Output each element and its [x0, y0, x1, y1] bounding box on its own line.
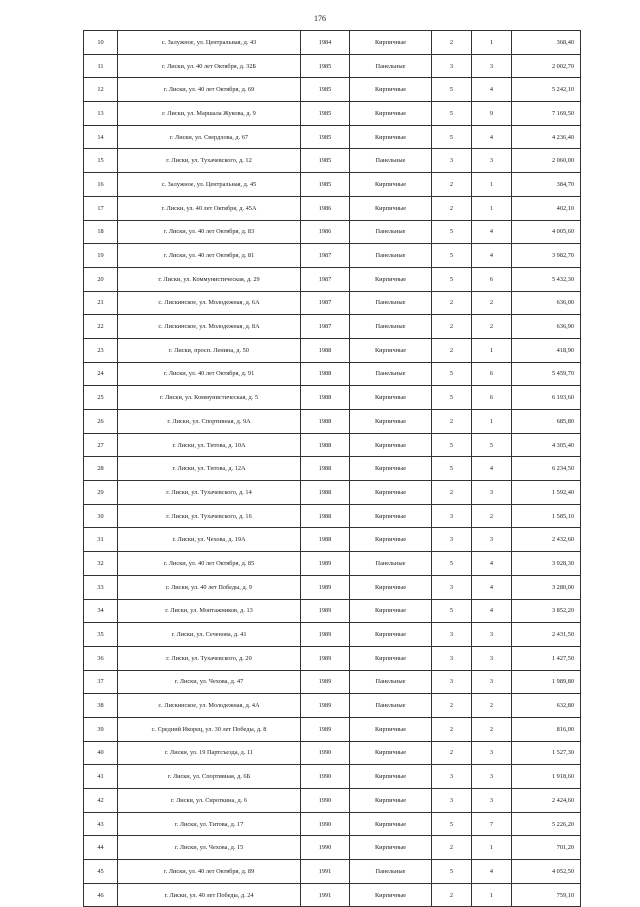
row-number-cell: 22 — [84, 315, 118, 339]
address-cell: с. Лискинское, ул. Молодежная, д. 4А — [118, 694, 301, 718]
entrances-cell: 4 — [472, 244, 512, 268]
entrances-cell: 3 — [472, 54, 512, 78]
address-cell: г. Лиски, ул. 40 лет Октября, д. 81 — [118, 244, 301, 268]
area-cell: 5 242,10 — [512, 78, 581, 102]
area-cell: 685,80 — [512, 410, 581, 434]
floors-cell: 5 — [432, 102, 472, 126]
floors-cell: 2 — [432, 481, 472, 505]
address-cell: г. Лиски, ул. Чехова, д. 15 — [118, 836, 301, 860]
floors-cell: 5 — [432, 220, 472, 244]
area-cell: 3 928,30 — [512, 552, 581, 576]
address-cell: г. Лиски, ул. Тухачевского, д. 16 — [118, 504, 301, 528]
floors-cell: 5 — [432, 78, 472, 102]
floors-cell: 3 — [432, 670, 472, 694]
floors-cell: 2 — [432, 836, 472, 860]
address-cell: с. Залужное, ул. Центральная, д. 45 — [118, 173, 301, 197]
year-built-cell: 1986 — [301, 196, 350, 220]
year-built-cell: 1990 — [301, 836, 350, 860]
area-cell: 636,90 — [512, 315, 581, 339]
entrances-cell: 2 — [472, 504, 512, 528]
year-built-cell: 1988 — [301, 528, 350, 552]
row-number-cell: 15 — [84, 149, 118, 173]
area-cell: 2 431,50 — [512, 623, 581, 647]
wall-material-cell: Кирпичные — [350, 717, 432, 741]
year-built-cell: 1985 — [301, 173, 350, 197]
area-cell: 418,90 — [512, 338, 581, 362]
entrances-cell: 4 — [472, 575, 512, 599]
floors-cell: 2 — [432, 338, 472, 362]
row-number-cell: 35 — [84, 623, 118, 647]
wall-material-cell: Кирпичные — [350, 575, 432, 599]
address-cell: с. Лискинское, ул. Молодежная, д. 6А — [118, 291, 301, 315]
entrances-cell: 3 — [472, 528, 512, 552]
year-built-cell: 1988 — [301, 504, 350, 528]
row-number-cell: 13 — [84, 102, 118, 126]
wall-material-cell: Кирпичные — [350, 623, 432, 647]
year-built-cell: 1988 — [301, 410, 350, 434]
address-cell: г. Лиски, ул. 40 лет Победы, д. 24 — [118, 883, 301, 907]
entrances-cell: 4 — [472, 552, 512, 576]
wall-material-cell: Панельные — [350, 315, 432, 339]
year-built-cell: 1989 — [301, 646, 350, 670]
floors-cell: 5 — [432, 125, 472, 149]
entrances-cell: 3 — [472, 670, 512, 694]
area-cell: 5 432,30 — [512, 267, 581, 291]
address-cell: г. Лиски, ул. Сеченова, д. 41 — [118, 623, 301, 647]
table-row — [84, 504, 581, 528]
row-number-cell: 46 — [84, 883, 118, 907]
wall-material-cell: Панельные — [350, 291, 432, 315]
address-cell: г. Лиски, ул. Титова, д. 12А — [118, 457, 301, 481]
row-number-cell: 33 — [84, 575, 118, 599]
table-row — [84, 883, 581, 907]
entrances-cell: 4 — [472, 860, 512, 884]
floors-cell: 3 — [432, 623, 472, 647]
wall-material-cell: Кирпичные — [350, 481, 432, 505]
year-built-cell: 1989 — [301, 599, 350, 623]
row-number-cell: 31 — [84, 528, 118, 552]
address-cell: г. Лиски, ул. 40 лет Октября, д. 69 — [118, 78, 301, 102]
row-number-cell: 29 — [84, 481, 118, 505]
wall-material-cell: Панельные — [350, 552, 432, 576]
table-row — [84, 410, 581, 434]
floors-cell: 5 — [432, 244, 472, 268]
table-row — [84, 173, 581, 197]
row-number-cell: 39 — [84, 717, 118, 741]
address-cell: г. Лиски, ул. Титова, д. 17 — [118, 812, 301, 836]
address-cell: г. Лиски, ул. Чехова, д. 19А — [118, 528, 301, 552]
wall-material-cell: Кирпичные — [350, 457, 432, 481]
area-cell: 3 280,00 — [512, 575, 581, 599]
address-cell: с. Залужное, ул. Центральная, д. 43 — [118, 31, 301, 55]
address-cell: г. Лиски, ул. Тухачевского, д. 12 — [118, 149, 301, 173]
address-cell: г. Лиски, ул. Тухачевского, д. 14 — [118, 481, 301, 505]
table-row — [84, 315, 581, 339]
floors-cell: 5 — [432, 433, 472, 457]
table-row — [84, 646, 581, 670]
entrances-cell: 4 — [472, 457, 512, 481]
area-cell: 701,20 — [512, 836, 581, 860]
address-cell: г. Лиски, ул. 40 лет Октября, д. 32Б — [118, 54, 301, 78]
entrances-cell: 1 — [472, 196, 512, 220]
area-cell: 1 527,30 — [512, 741, 581, 765]
wall-material-cell: Кирпичные — [350, 102, 432, 126]
wall-material-cell: Кирпичные — [350, 883, 432, 907]
entrances-cell: 6 — [472, 386, 512, 410]
address-cell: г. Лиски, ул. 40 лет Октября, д. 45А — [118, 196, 301, 220]
floors-cell: 5 — [432, 267, 472, 291]
year-built-cell: 1988 — [301, 362, 350, 386]
table-body — [84, 31, 581, 907]
address-cell: г. Лиски, ул. 40 лет Октября, д. 89 — [118, 860, 301, 884]
year-built-cell: 1988 — [301, 433, 350, 457]
area-cell: 4 052,50 — [512, 860, 581, 884]
area-cell: 1 592,40 — [512, 481, 581, 505]
area-cell: 2 002,70 — [512, 54, 581, 78]
area-cell: 4 305,40 — [512, 433, 581, 457]
row-number-cell: 32 — [84, 552, 118, 576]
year-built-cell: 1989 — [301, 623, 350, 647]
entrances-cell: 3 — [472, 789, 512, 813]
table-row — [84, 552, 581, 576]
year-built-cell: 1985 — [301, 149, 350, 173]
area-cell: 5 459,70 — [512, 362, 581, 386]
area-cell: 3 982,70 — [512, 244, 581, 268]
row-number-cell: 11 — [84, 54, 118, 78]
wall-material-cell: Панельные — [350, 244, 432, 268]
wall-material-cell: Кирпичные — [350, 338, 432, 362]
address-cell: г. Лиски, ул. Коммунистическая, д. 29 — [118, 267, 301, 291]
entrances-cell: 3 — [472, 646, 512, 670]
floors-cell: 3 — [432, 765, 472, 789]
entrances-cell: 9 — [472, 102, 512, 126]
wall-material-cell: Кирпичные — [350, 31, 432, 55]
area-cell: 3 852,20 — [512, 599, 581, 623]
area-cell: 368,40 — [512, 31, 581, 55]
floors-cell: 2 — [432, 315, 472, 339]
wall-material-cell: Кирпичные — [350, 173, 432, 197]
area-cell: 6 234,50 — [512, 457, 581, 481]
row-number-cell: 24 — [84, 362, 118, 386]
row-number-cell: 17 — [84, 196, 118, 220]
wall-material-cell: Кирпичные — [350, 765, 432, 789]
wall-material-cell: Кирпичные — [350, 836, 432, 860]
row-number-cell: 28 — [84, 457, 118, 481]
wall-material-cell: Кирпичные — [350, 789, 432, 813]
area-cell: 6 193,60 — [512, 386, 581, 410]
floors-cell: 3 — [432, 528, 472, 552]
wall-material-cell: Кирпичные — [350, 125, 432, 149]
address-cell: г. Лиски, ул. Чехова, д. 47 — [118, 670, 301, 694]
wall-material-cell: Кирпичные — [350, 78, 432, 102]
floors-cell: 2 — [432, 741, 472, 765]
area-cell: 1 918,60 — [512, 765, 581, 789]
table-row — [84, 362, 581, 386]
year-built-cell: 1989 — [301, 670, 350, 694]
address-cell: г. Лиски, ул. Маршала Жукова, д. 9 — [118, 102, 301, 126]
year-built-cell: 1988 — [301, 386, 350, 410]
year-built-cell: 1990 — [301, 812, 350, 836]
year-built-cell: 1989 — [301, 552, 350, 576]
row-number-cell: 37 — [84, 670, 118, 694]
entrances-cell: 4 — [472, 78, 512, 102]
floors-cell: 2 — [432, 173, 472, 197]
address-cell: г. Лиски, ул. Монтажников, д. 13 — [118, 599, 301, 623]
area-cell: 759,10 — [512, 883, 581, 907]
year-built-cell: 1984 — [301, 31, 350, 55]
entrances-cell: 3 — [472, 481, 512, 505]
table-row — [84, 244, 581, 268]
address-cell: с. Средний Икорец, ул. 30 лет Победы, д. 8 — [118, 717, 301, 741]
floors-cell: 2 — [432, 410, 472, 434]
area-cell: 2 424,60 — [512, 789, 581, 813]
wall-material-cell: Кирпичные — [350, 599, 432, 623]
floors-cell: 2 — [432, 31, 472, 55]
address-cell: г. Лиски, ул. Титова, д. 10А — [118, 433, 301, 457]
table-row — [84, 267, 581, 291]
row-number-cell: 10 — [84, 31, 118, 55]
entrances-cell: 2 — [472, 291, 512, 315]
table-row — [84, 102, 581, 126]
table-row — [84, 149, 581, 173]
row-number-cell: 41 — [84, 765, 118, 789]
area-cell: 7 169,50 — [512, 102, 581, 126]
floors-cell: 2 — [432, 717, 472, 741]
floors-cell: 2 — [432, 196, 472, 220]
table-row — [84, 125, 581, 149]
floors-cell: 3 — [432, 789, 472, 813]
year-built-cell: 1988 — [301, 481, 350, 505]
address-cell: г. Лиски, ул. Спортивная, д. 9А — [118, 410, 301, 434]
year-built-cell: 1990 — [301, 765, 350, 789]
table-row — [84, 670, 581, 694]
area-cell: 4 236,40 — [512, 125, 581, 149]
row-number-cell: 38 — [84, 694, 118, 718]
year-built-cell: 1987 — [301, 244, 350, 268]
entrances-cell: 3 — [472, 765, 512, 789]
wall-material-cell: Кирпичные — [350, 812, 432, 836]
address-cell: г. Лиски, просп. Ленина, д. 50 — [118, 338, 301, 362]
area-cell: 2 432,60 — [512, 528, 581, 552]
floors-cell: 5 — [432, 599, 472, 623]
year-built-cell: 1989 — [301, 694, 350, 718]
entrances-cell: 6 — [472, 267, 512, 291]
table-row — [84, 575, 581, 599]
entrances-cell: 3 — [472, 623, 512, 647]
table-row — [84, 433, 581, 457]
entrances-cell: 1 — [472, 338, 512, 362]
area-cell: 1 427,50 — [512, 646, 581, 670]
address-cell: г. Лиски, ул. Коммунистическая, д. 5 — [118, 386, 301, 410]
entrances-cell: 2 — [472, 717, 512, 741]
area-cell: 816,00 — [512, 717, 581, 741]
row-number-cell: 23 — [84, 338, 118, 362]
entrances-cell: 4 — [472, 599, 512, 623]
entrances-cell: 6 — [472, 362, 512, 386]
floors-cell: 2 — [432, 291, 472, 315]
row-number-cell: 20 — [84, 267, 118, 291]
table-row — [84, 717, 581, 741]
year-built-cell: 1990 — [301, 789, 350, 813]
table-row — [84, 812, 581, 836]
area-cell: 1 989,80 — [512, 670, 581, 694]
table-row — [84, 338, 581, 362]
wall-material-cell: Кирпичные — [350, 741, 432, 765]
area-cell: 636,00 — [512, 291, 581, 315]
row-number-cell: 40 — [84, 741, 118, 765]
row-number-cell: 16 — [84, 173, 118, 197]
wall-material-cell: Кирпичные — [350, 410, 432, 434]
floors-cell: 5 — [432, 812, 472, 836]
wall-material-cell: Панельные — [350, 220, 432, 244]
row-number-cell: 36 — [84, 646, 118, 670]
floors-cell: 5 — [432, 552, 472, 576]
wall-material-cell: Панельные — [350, 54, 432, 78]
table-row — [84, 54, 581, 78]
year-built-cell: 1987 — [301, 267, 350, 291]
year-built-cell: 1989 — [301, 717, 350, 741]
table-row — [84, 694, 581, 718]
row-number-cell: 34 — [84, 599, 118, 623]
row-number-cell: 26 — [84, 410, 118, 434]
floors-cell: 5 — [432, 386, 472, 410]
table-row — [84, 196, 581, 220]
wall-material-cell: Кирпичные — [350, 504, 432, 528]
table-row — [84, 291, 581, 315]
wall-material-cell: Панельные — [350, 149, 432, 173]
table-row — [84, 31, 581, 55]
table-row — [84, 528, 581, 552]
table-row — [84, 789, 581, 813]
floors-cell: 5 — [432, 860, 472, 884]
floors-cell: 3 — [432, 149, 472, 173]
table-row — [84, 78, 581, 102]
year-built-cell: 1986 — [301, 220, 350, 244]
table-row — [84, 836, 581, 860]
wall-material-cell: Кирпичные — [350, 646, 432, 670]
row-number-cell: 14 — [84, 125, 118, 149]
year-built-cell: 1991 — [301, 860, 350, 884]
wall-material-cell: Кирпичные — [350, 196, 432, 220]
page-number: 176 — [314, 14, 326, 23]
entrances-cell: 1 — [472, 31, 512, 55]
row-number-cell: 43 — [84, 812, 118, 836]
entrances-cell: 1 — [472, 410, 512, 434]
row-number-cell: 25 — [84, 386, 118, 410]
row-number-cell: 30 — [84, 504, 118, 528]
year-built-cell: 1985 — [301, 102, 350, 126]
entrances-cell: 7 — [472, 812, 512, 836]
table-row — [84, 765, 581, 789]
year-built-cell: 1985 — [301, 125, 350, 149]
table-row — [84, 599, 581, 623]
floors-cell: 3 — [432, 504, 472, 528]
row-number-cell: 12 — [84, 78, 118, 102]
floors-cell: 5 — [432, 362, 472, 386]
wall-material-cell: Панельные — [350, 670, 432, 694]
address-cell: с. Лискинское, ул. Молодежная, д. 8А — [118, 315, 301, 339]
year-built-cell: 1988 — [301, 457, 350, 481]
year-built-cell: 1987 — [301, 291, 350, 315]
year-built-cell: 1990 — [301, 741, 350, 765]
year-built-cell: 1987 — [301, 315, 350, 339]
table-row — [84, 457, 581, 481]
area-cell: 1 585,10 — [512, 504, 581, 528]
entrances-cell: 2 — [472, 694, 512, 718]
address-cell: г. Лиски, ул. 40 лет Октября, д. 83 — [118, 220, 301, 244]
area-cell: 5 226,20 — [512, 812, 581, 836]
row-number-cell: 42 — [84, 789, 118, 813]
area-cell: 2 060,00 — [512, 149, 581, 173]
address-cell: г. Лиски, ул. 40 лет Октября, д. 85 — [118, 552, 301, 576]
year-built-cell: 1989 — [301, 575, 350, 599]
entrances-cell: 1 — [472, 836, 512, 860]
table-row — [84, 623, 581, 647]
row-number-cell: 19 — [84, 244, 118, 268]
wall-material-cell: Панельные — [350, 694, 432, 718]
entrances-cell: 3 — [472, 149, 512, 173]
year-built-cell: 1988 — [301, 338, 350, 362]
floors-cell: 5 — [432, 457, 472, 481]
entrances-cell: 5 — [472, 433, 512, 457]
year-built-cell: 1985 — [301, 54, 350, 78]
entrances-cell: 4 — [472, 220, 512, 244]
wall-material-cell: Кирпичные — [350, 267, 432, 291]
address-cell: г. Лиски, ул. Сироткина, д. 6 — [118, 789, 301, 813]
floors-cell: 3 — [432, 646, 472, 670]
table-row — [84, 741, 581, 765]
year-built-cell: 1985 — [301, 78, 350, 102]
row-number-cell: 27 — [84, 433, 118, 457]
table-row — [84, 220, 581, 244]
floors-cell: 3 — [432, 54, 472, 78]
area-cell: 402,10 — [512, 196, 581, 220]
wall-material-cell: Панельные — [350, 860, 432, 884]
address-cell: г. Лиски, ул. 40 лет Победы, д. 9 — [118, 575, 301, 599]
address-cell: г. Лиски, ул. 40 лет Октября, д. 91 — [118, 362, 301, 386]
address-cell: г. Лиски, ул. Свердлова, д. 67 — [118, 125, 301, 149]
wall-material-cell: Кирпичные — [350, 528, 432, 552]
year-built-cell: 1991 — [301, 883, 350, 907]
address-cell: г. Лиски, ул. 19 Партсъезда, д. 11 — [118, 741, 301, 765]
address-cell: г. Лиски, ул. Спортивная, д. 6Б — [118, 765, 301, 789]
table-row — [84, 386, 581, 410]
row-number-cell: 21 — [84, 291, 118, 315]
floors-cell: 2 — [432, 883, 472, 907]
floors-cell: 2 — [432, 694, 472, 718]
wall-material-cell: Кирпичные — [350, 386, 432, 410]
row-number-cell: 18 — [84, 220, 118, 244]
table-row — [84, 860, 581, 884]
entrances-cell: 4 — [472, 125, 512, 149]
area-cell: 632,80 — [512, 694, 581, 718]
row-number-cell: 45 — [84, 860, 118, 884]
entrances-cell: 3 — [472, 741, 512, 765]
area-cell: 384,70 — [512, 173, 581, 197]
entrances-cell: 1 — [472, 173, 512, 197]
wall-material-cell: Панельные — [350, 362, 432, 386]
address-cell: г. Лиски, ул. Тухачевского, д. 20 — [118, 646, 301, 670]
entrances-cell: 2 — [472, 315, 512, 339]
floors-cell: 3 — [432, 575, 472, 599]
table-row — [84, 481, 581, 505]
wall-material-cell: Кирпичные — [350, 433, 432, 457]
row-number-cell: 44 — [84, 836, 118, 860]
entrances-cell: 1 — [472, 883, 512, 907]
housing-registry-table — [83, 30, 581, 907]
area-cell: 4 005,60 — [512, 220, 581, 244]
